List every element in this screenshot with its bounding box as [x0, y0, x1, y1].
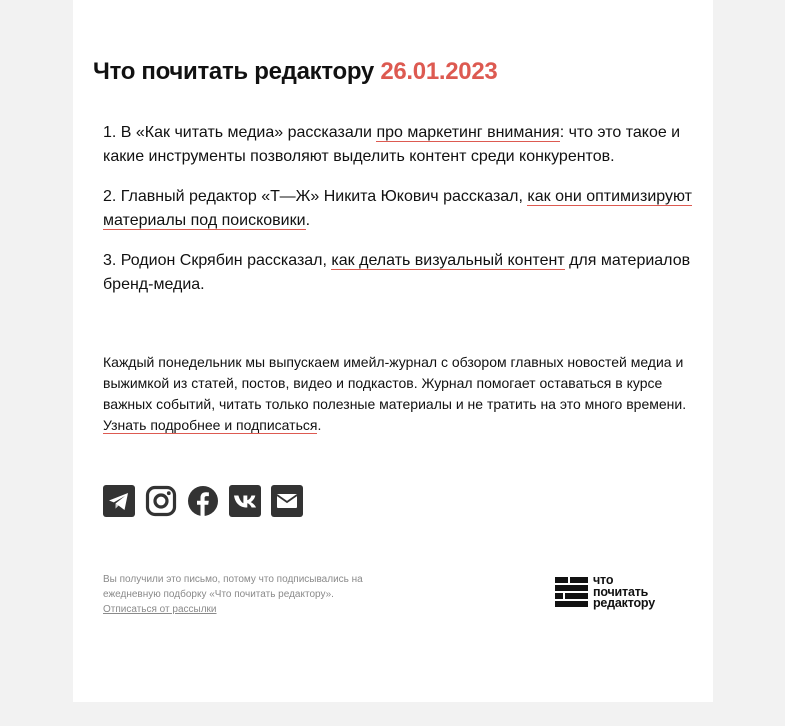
about-text: Каждый понедельник мы выпускаем имейл-журнал с обзором главных новостей медиа и выжимкой из статей, постов, видео и подкастов. Журнал помогает оставаться в курсе важных событий, читать только полезные материалы и не тратить на это много времени.: [103, 354, 687, 412]
list-item: [103, 121, 693, 169]
item-text: .: [305, 212, 311, 229]
logo-line: редактору: [593, 596, 655, 610]
about-text-end: .: [317, 417, 322, 433]
vk-icon[interactable]: [229, 485, 261, 517]
logo-line: что: [593, 573, 614, 587]
title-text: Что почитать редактору: [93, 58, 374, 85]
logo-bar: [555, 577, 568, 583]
about-paragraph: [103, 352, 693, 436]
facebook-icon[interactable]: [187, 485, 219, 517]
title-date: 26.01.2023: [380, 58, 498, 85]
article-list: [103, 121, 693, 313]
brand-logo[interactable]: [555, 573, 685, 612]
item-link[interactable]: про маркетинг внимания: [376, 124, 560, 141]
telegram-icon[interactable]: [103, 485, 135, 517]
logo-bar: [555, 601, 588, 607]
item-link[interactable]: как они оптимизируют материалы под поисковики: [103, 188, 692, 229]
item-text: 2. Главный редактор «Т—Ж» Никита Юкович рассказал,: [103, 188, 528, 205]
social-links: [103, 485, 303, 517]
item-text: 3. Родион Скрябин рассказал,: [103, 252, 332, 269]
unsubscribe-link[interactable]: Отписаться от рассылки: [103, 604, 217, 615]
page-title: [93, 58, 497, 86]
email-card: [73, 0, 713, 702]
item-text: для материалов бренд-медиа.: [103, 252, 691, 293]
list-item: [103, 185, 693, 233]
item-link[interactable]: как делать визуальный контент: [331, 252, 565, 269]
logo-line: почитать: [593, 584, 649, 599]
email-icon[interactable]: [271, 485, 303, 517]
logo-bar: [565, 593, 588, 599]
logo-bar: [555, 593, 563, 599]
logo-bar: [555, 585, 588, 591]
list-item: [103, 249, 693, 297]
subscribe-link[interactable]: Узнать подробнее и подписаться: [103, 417, 318, 433]
footer-notice-text: Вы получили это письмо, потому что подписывались на ежедневную подборку «Что почитать редактору».: [103, 574, 363, 600]
item-text: : что это такое и какие инструменты позволяют выделить контент среди конкурентов.: [103, 124, 681, 165]
logo-text: [593, 575, 655, 610]
instagram-icon[interactable]: [145, 485, 177, 517]
logo-bar: [570, 577, 588, 583]
item-text: 1. В «Как читать медиа» рассказали: [103, 124, 377, 141]
footer-notice: [103, 572, 383, 617]
